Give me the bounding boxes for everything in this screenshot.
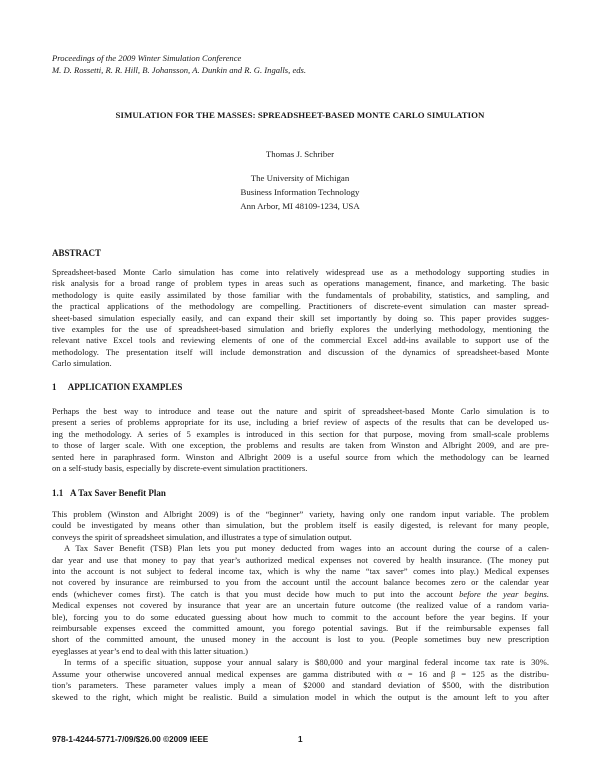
section-1-line: to those of larger scale. With one exception, the problems and results are taken from Winston and Albright 2009, and are pre- bbox=[52, 440, 549, 451]
proceedings-title: Proceedings of the 2009 Winter Simulation Conference bbox=[52, 53, 242, 63]
section-1-line: present a series of problems appropriate for its use, including a brief review of aspects of the results that can be developed us- bbox=[52, 417, 549, 428]
proceedings-editors: M. D. Rossetti, R. R. Hill, B. Johansson, A. Dunkin and R. G. Ingalls, eds. bbox=[52, 65, 307, 75]
proceedings-header bbox=[52, 52, 306, 76]
section-1-1-line: Assume your otherwise uncovered annual medical expenses are gamma distributed with α = 16 and β = 125 as the distribu- bbox=[52, 668, 549, 679]
section-1-1-line: Medical expenses not covered by insurance that year are an uncertain future outcome (the realized value of a random varia- bbox=[52, 600, 549, 611]
abstract-body bbox=[52, 267, 549, 370]
isbn-copyright: 978-1-4244-5771-7/09/$26.00 ©2009 IEEE bbox=[52, 735, 209, 744]
section-1-1-line: In terms of a specific situation, suppose your annual salary is $80,000 and your marginal federal income tax rate is 30%. bbox=[64, 657, 549, 668]
section-1-1-body bbox=[52, 509, 549, 703]
section-1-1-heading: 1.1 A Tax Saver Benefit Plan bbox=[52, 488, 166, 498]
author-address: Ann Arbor, MI 48109-1234, USA bbox=[240, 201, 360, 211]
author-department: Business Information Technology bbox=[240, 187, 360, 197]
section-1-1-line: could be investigated by means other than simulation, but the problem itself is easily digested, is relevant for many people, bbox=[52, 520, 549, 531]
author-affiliation: The University of Michigan bbox=[250, 173, 350, 183]
section-1-heading: 1 APPLICATION EXAMPLES bbox=[52, 382, 183, 392]
abstract-line: sheet-based simulation especially easily, and can expand their skill set importantly by doing so. This paper provides sugges- bbox=[52, 312, 549, 323]
abstract-line: methodology is quite easily assimilated by those familiar with the fundamentals of probability, statistics, and sampling, and bbox=[52, 289, 549, 300]
page-number: 1 bbox=[298, 735, 303, 744]
section-1-line: sented here in paraphrased form. Winston and Albright 2009 is a useful source from which the methodology can be learned bbox=[52, 451, 549, 462]
section-1-line: on a self-study basis, especially by discrete-event simulation practitioners. bbox=[52, 463, 308, 474]
abstract-line: methodology. The presentation itself will include demonstration and discussion of the dynamics of spreadsheet-based Monte bbox=[52, 346, 549, 357]
section-1-line: Perhaps the best way to introduce and tease out the nature and spirit of spreadsheet-based Monte Carlo simulation is to bbox=[52, 406, 549, 416]
section-1-body bbox=[52, 406, 549, 474]
paper-title: SIMULATION FOR THE MASSES: SPREADSHEET-BASED MONTE CARLO SIMULATION bbox=[115, 110, 485, 120]
section-1-1-line: A Tax Saver Benefit (TSB) Plan lets you put money deducted from wages into an account during the course of a calen- bbox=[64, 543, 549, 554]
emphasis-text: before the year begins. bbox=[459, 588, 550, 599]
section-1-1-line: eyeglasses at year’s end to deal with this latter situation.) bbox=[52, 645, 249, 656]
section-1-1-line: into the account is not subject to federal income tax, which is why the name “tax saver” comes into play.) Medical expenses bbox=[52, 566, 549, 577]
section-1-1-line bbox=[52, 589, 549, 600]
author-name: Thomas J. Schriber bbox=[265, 149, 335, 159]
abstract-line: Spreadsheet-based Monte Carlo simulation has come into relatively widespread use as a methodology supporting studies in bbox=[52, 267, 549, 277]
abstract-heading: ABSTRACT bbox=[52, 248, 102, 258]
line-text: ends (whichever comes first). The catch is that you must decide how much to put into the account bbox=[52, 588, 460, 599]
section-1-1-line: dar year and use that money to pay that year’s authorized medical expenses not covered by health insurance. (The money put bbox=[52, 554, 549, 565]
abstract-line: Carlo simulation. bbox=[52, 358, 112, 369]
section-1-1-line: skewed to the right, which might be realistic. Build a simulation model in which the output is the amount left to you after bbox=[52, 691, 549, 702]
section-1-1-line: not covered by insurance are reimbursed to you from the account until the account balance becomes zero or the calendar year bbox=[52, 577, 549, 588]
abstract-line: the practical applications of the methodology are compelling. Practitioners of discrete-event simulation can master spread- bbox=[52, 301, 549, 312]
abstract-line: tive examples for the use of spreadsheet-based simulation and briefly explores the underlying methodology, mentioning the bbox=[52, 324, 549, 335]
section-1-1-line: short of the committed amount, the unused money in the account is lost to you. (People sometimes buy new prescription bbox=[52, 634, 549, 645]
abstract-line: relevant native Excel tools and reviewing elements of one of the commercial Excel add-ins available to support use of the bbox=[52, 335, 549, 346]
section-1-1-line: conveys the spirit of spreadsheet simulation, and illustrates a type of simulation output. bbox=[52, 531, 352, 542]
abstract-line: risk analysis for a broad range of problem types in areas such as operations management, finance, and marketing. The basic bbox=[52, 278, 549, 289]
section-1-1-line: This problem (Winston and Albright 2009) is of the “beginner” variety, having only one random input variable. The problem bbox=[52, 509, 549, 519]
section-1-1-line: tion’s parameters. These parameter values imply a mean of $2000 and standard deviation of $500, with the distribution bbox=[52, 680, 549, 691]
section-1-1-line: ble), forcing you to do some educated guessing about how much to commit to the account before the year begins. If your bbox=[52, 611, 549, 622]
section-1-line: ing the methodology. A series of 5 examples is introduced in this section for that purpose, moving from small-scale problems bbox=[52, 428, 549, 439]
section-1-1-line: reimbursable expenses exceed the committed amount, you forego potential savings. But if the reimbursable expenses fall bbox=[52, 623, 549, 634]
